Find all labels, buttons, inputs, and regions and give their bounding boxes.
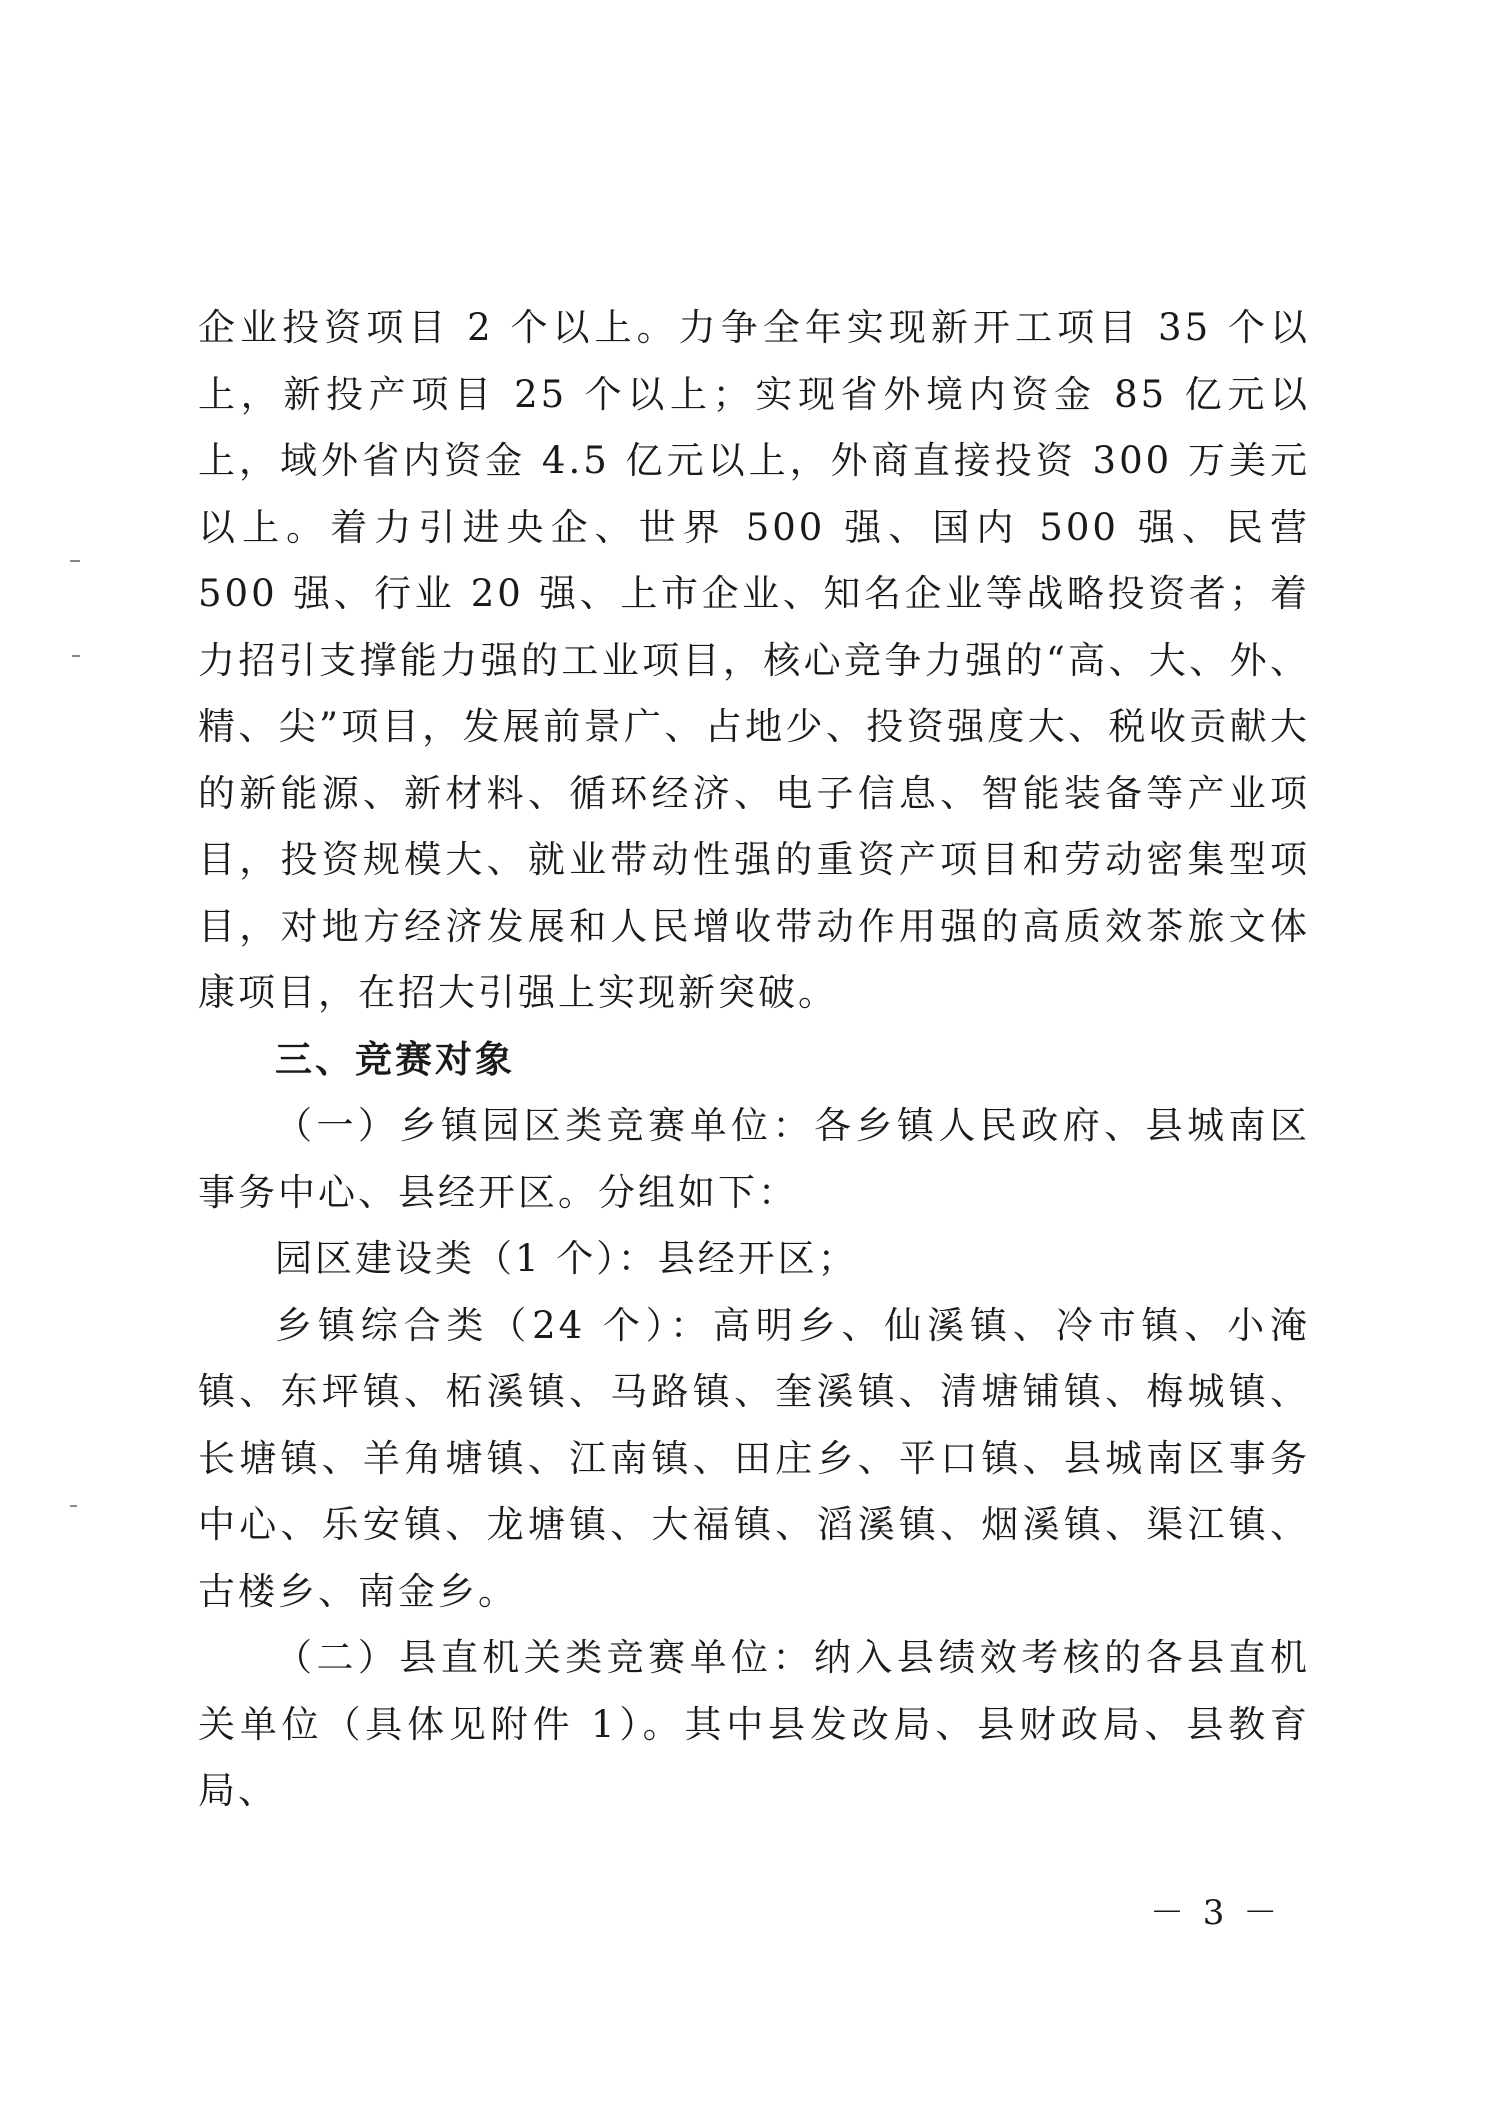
paragraph-park-group: 园区建设类（1 个）：县经开区； — [275, 1237, 858, 1280]
section-heading: 三、竞赛对象 — [275, 1037, 515, 1081]
scan-mark — [70, 560, 80, 562]
paragraph-continued: 企业投资项目 2 个以上。力争全年实现新开工项目 35 个以上，新投产项目 25 个以上；实现省外境内资金 85 亿元以上，域外省内资金 4.5 亿元以上，外商直接投资 300 万美元以上。着力引进央企、世界 500 强、国内 500 强、民营 500 强、行业 20 强、上市企业、知名企业等战略投资者；着力招引支撑能力强的工业项目，核心竞争力强的“高、大、外、精、尖”项目，发展前景广、占地少、投资强度大、税收贡献大的新能源、新材料、循环经济、电子信息、智能装备等产业项目，投资规模大、就业带动性强的重资产项目和劳动密集型项目，对地方经济发展和人民增收带动作用强的高质效茶旅文体康项目，在招大引强上实现新突破。 — [198, 306, 1310, 1014]
paragraph-county-departments: （二）县直机关类竞赛单位：纳入县绩效考核的各县直机关单位（具体见附件 1）。其中县发改局、县财政局、县教育局、 — [198, 1636, 1310, 1812]
page-number: － 3 － — [1150, 1893, 1282, 1933]
paragraph-township-units: （一）乡镇园区类竞赛单位：各乡镇人民政府、县城南区事务中心、县经开区。分组如下： — [198, 1104, 1310, 1214]
scan-mark — [72, 655, 80, 657]
scan-mark — [70, 1505, 77, 1507]
document-body — [198, 295, 1310, 1825]
paragraph-township-group: 乡镇综合类（24 个）：高明乡、仙溪镇、冷市镇、小淹镇、东坪镇、柘溪镇、马路镇、奎溪镇、清塘铺镇、梅城镇、长塘镇、羊角塘镇、江南镇、田庄乡、平口镇、县城南区事务中心、乐安镇、龙塘镇、大福镇、滔溪镇、烟溪镇、渠江镇、古楼乡、南金乡。 — [198, 1303, 1310, 1613]
